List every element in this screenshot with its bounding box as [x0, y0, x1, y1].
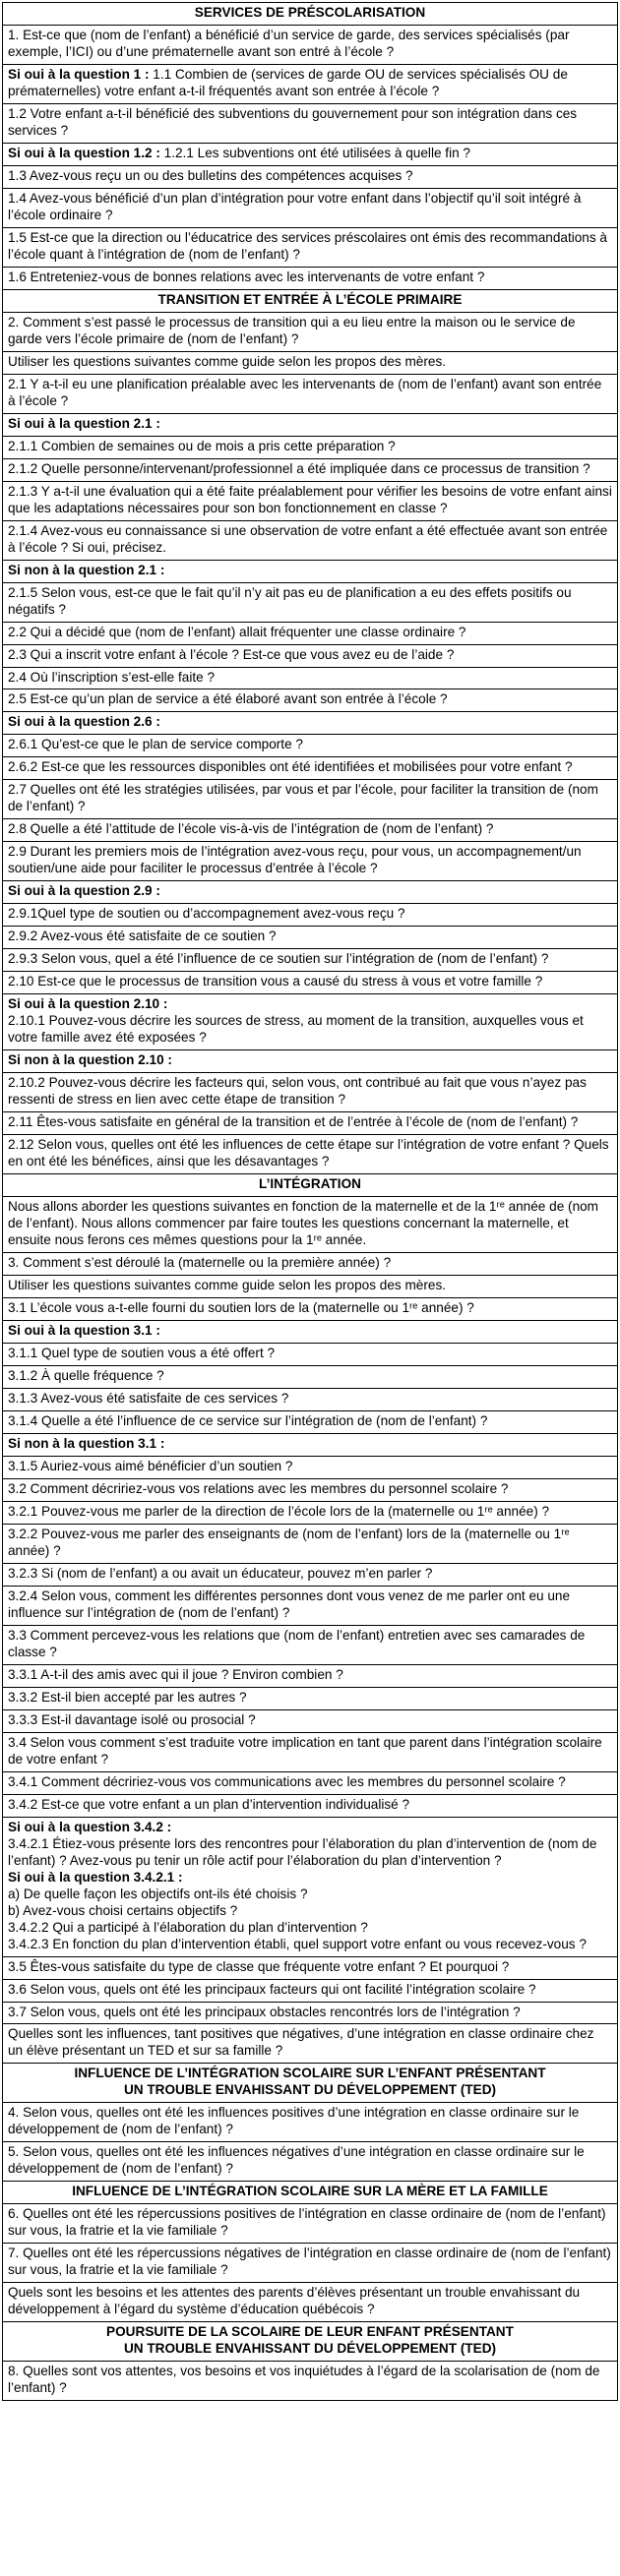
question-row: [2, 1321, 618, 1344]
question-row: [2, 757, 618, 780]
question-text: 3.4.2 Est-ce que votre enfant a un plan d’intervention individualisé ?: [8, 1796, 410, 1812]
question-text: 2.1.4 Avez-vous eu connaissance si une observation de votre enfant a été effectuée avant son entrée à l’école ? Si oui, précisez.: [8, 522, 608, 555]
question-text: 4. Selon vous, quelles ont été les influences positives d’une intégration en classe ordinaire sur le développement de (nom de l’enfant) ?: [8, 2105, 580, 2137]
question-row: [2, 780, 618, 819]
question-row: [2, 735, 618, 757]
question-row: [2, 228, 618, 268]
question-text: 1. Est-ce que (nom de l’enfant) a bénéficié d’un service de garde, des services spécialisés (par exemple, l’ICI) ou d’une prématernelle avant son entré à l’école ?: [8, 27, 570, 59]
question-text: 3.1.4 Quelle a été l’influence de ce service sur l’intégration de (nom de l’enfant) ?: [8, 1412, 488, 1428]
question-text: 3.7 Selon vous, quels ont été les principaux obstacles rencontrés lors de l’intégration ?: [8, 2004, 521, 2019]
question-row: [2, 2362, 618, 2401]
section-title: POURSUITE DE LA SCOLAIRE DE LEUR ENFANT PRÉSENTANT UN TROUBLE ENVAHISSANT DU DÉVELOPPEMENT (TED): [106, 2324, 514, 2357]
section-title: TRANSITION ET ENTRÉE À L’ÉCOLE PRIMAIRE: [157, 291, 463, 307]
section-title: L’INTÉGRATION: [259, 1176, 361, 1192]
question-row: [2, 2283, 618, 2322]
question-condition: Si oui à la question 1.2 :: [8, 145, 160, 160]
question-text: 2.9 Durant les premiers mois de l’intégration avez-vous reçu, pour vous, un accompagnement/un soutien/une aide pour faciliter le processus d’entrée à l’école ?: [8, 844, 582, 876]
question-condition: Si oui à la question 1 :: [8, 66, 150, 82]
question-condition: Si non à la question 2.1 :: [8, 562, 165, 577]
question-text: 2.8 Quelle a été l’attitude de l’école vis-à-vis de l’intégration de (nom de l’enfant) ?: [8, 821, 494, 837]
question-row: [2, 375, 618, 414]
question-row: [2, 842, 618, 881]
question-condition: Si non à la question 2.10 :: [8, 1052, 172, 1068]
question-text: 1.6 Entreteniez-vous de bonnes relations avec les intervenants de votre enfant ?: [8, 269, 485, 284]
question-row: [2, 1688, 618, 1710]
question-text: 1.2.1 Les subventions ont été utilisées à quelle fin ?: [159, 145, 470, 160]
question-text: 2.1.5 Selon vous, est-ce que le fait qu’il n’y ait pas eu de planification a eu des effets positifs ou négatifs ?: [8, 584, 572, 617]
question-condition: Si non à la question 3.1 :: [8, 1435, 165, 1451]
question-row: [2, 712, 618, 735]
question-condition: Si oui à la question 2.6 :: [8, 714, 160, 730]
question-text: 3.1.1 Quel type de soutien vous a été offert ?: [8, 1346, 276, 1360]
question-condition: Si oui à la question 2.1 :: [8, 415, 160, 431]
question-row: [2, 583, 618, 623]
question-text: a) De quelle façon les objectifs ont-ils été choisis ? b) Avez-vous choisi certains objectifs ? 3.4.2.2 Qui a participé à l’élaboration du plan d’intervention ? 3.4.2.3 En fonction du plan d’intervention établi, quel support votre enfant ou vous recevez-vous ?: [8, 1886, 587, 1951]
question-row: [2, 927, 618, 949]
question-row: [2, 1980, 618, 2003]
question-row: [2, 1710, 618, 1733]
question-text: 2.11 Êtes-vous satisfaite en général de la transition et de l’entrée à l’école de (nom de l’enfant) ?: [8, 1114, 579, 1130]
question-row: [2, 144, 618, 166]
question-row: [2, 1411, 618, 1434]
question-row: [2, 189, 618, 228]
question-text: 6. Quelles ont été les répercussions positives de l’intégration en classe ordinaire de (nom de l’enfant) sur vous, la fratrie et la vie familiale ?: [8, 2206, 606, 2239]
section-header: [2, 2182, 618, 2204]
section-title: INFLUENCE DE L’INTÉGRATION SCOLAIRE SUR L’ENFANT PRÉSENTANT UN TROUBLE ENVAHISSANT DU DÉVELOPPEMENT (TED): [74, 2066, 546, 2098]
question-row: [2, 2003, 618, 2025]
question-row: [2, 1253, 618, 1276]
question-row: [2, 459, 618, 482]
question-condition: Si oui à la question 2.9 :: [8, 883, 160, 899]
question-row: [2, 1389, 618, 1411]
section-header: [2, 3, 618, 26]
question-text: 3.3.1 A-t-il des amis avec qui il joue ? Environ combien ?: [8, 1666, 343, 1682]
question-row: [2, 1479, 618, 1502]
question-text: 3.2.4 Selon vous, comment les différentes personnes dont vous venez de me parler ont eu une influence sur l’intégration de (nom de l’enfant) ?: [8, 1588, 571, 1620]
question-text: 3.2.3 Si (nom de l’enfant) a ou avait un éducateur, pouvez m’en parler ?: [8, 1565, 433, 1581]
question-row: [2, 904, 618, 927]
question-row: [2, 1733, 618, 1772]
question-row: [2, 972, 618, 994]
question-row: [2, 313, 618, 352]
question-row: [2, 949, 618, 972]
question-row: [2, 26, 618, 65]
questionnaire-table: [2, 2, 618, 2401]
question-row: [2, 521, 618, 561]
question-row: [2, 881, 618, 904]
section-header: [2, 2064, 618, 2103]
question-text: 1.3 Avez-vous reçu un ou des bulletins des compétences acquises ?: [8, 167, 413, 183]
question-row: [2, 1818, 618, 1957]
question-row: [2, 1665, 618, 1688]
question-text: 2.1.1 Combien de semaines ou de mois a pris cette préparation ?: [8, 438, 396, 453]
question-row: [2, 65, 618, 104]
question-row: [2, 1587, 618, 1626]
question-row: [2, 104, 618, 144]
question-text: 8. Quelles sont vos attentes, vos besoins et vos inquiétudes à l’égard de la scolarisation de (nom de l’enfant) ?: [8, 2364, 600, 2396]
question-text: 3.6 Selon vous, quels ont été les principaux facteurs qui ont facilité l’intégration scolaire ?: [8, 1981, 536, 1997]
question-text: 5. Selon vous, quelles ont été les influences négatives d’une intégration en classe ordinaire sur le développement de (nom de l’enfant) ?: [8, 2144, 585, 2177]
question-text: 2.10 Est-ce que le processus de transition vous a causé du stress à vous et votre famille ?: [8, 974, 543, 989]
question-text: 2.6.1 Qu’est-ce que le plan de service comporte ?: [8, 737, 303, 752]
question-text: 2.10.1 Pouvez-vous décrire les sources de stress, au moment de la transition, auxquelles vous et votre famille avez été exposées ?: [8, 1013, 584, 1046]
question-row: [2, 2024, 618, 2064]
question-text: 3.3 Comment percevez-vous les relations que (nom de l’enfant) entretien avec ses camarades de classe ?: [8, 1627, 586, 1659]
question-text: 3.1.3 Avez-vous été satisfaite de ces services ?: [8, 1390, 289, 1406]
question-row: [2, 1626, 618, 1665]
question-text: 2.1 Y a-t-il eu une planification préalable avec les intervenants de (nom de l’enfant) avant son entrée à l’école ?: [8, 376, 602, 408]
question-text: 2.9.1Quel type de soutien ou d’accompagnement avez-vous reçu ?: [8, 906, 405, 922]
question-text: 1.2 Votre enfant a-t-il bénéficié des subventions du gouvernement pour son intégration dans ces services ?: [8, 105, 578, 138]
question-text: 3.1.2 À quelle fréquence ?: [8, 1367, 164, 1383]
question-row: [2, 1197, 618, 1253]
question-text: Quelles sont les influences, tant positives que négatives, d’une intégration en classe ordinaire chez un élève présentant un TED et sur sa famille ?: [8, 2026, 594, 2059]
question-row: [2, 645, 618, 668]
question-text: 2.6.2 Est-ce que les ressources disponibles ont été identifiées et mobilisées pour votre enfant ?: [8, 759, 573, 775]
question-condition: Si oui à la question 3.4.2 :: [8, 1819, 172, 1834]
question-row: [2, 2204, 618, 2244]
question-row: [2, 1525, 618, 1564]
question-text: 3.2.2 Pouvez-vous me parler des enseignants de (nom de l’enfant) lors de la (maternelle ou 1ʳᵉ année) ?: [8, 1526, 570, 1558]
question-text: 2.9.3 Selon vous, quel a été l’influence de ce soutien sur l’intégration de (nom de l’enfant) ?: [8, 951, 549, 967]
question-row: [2, 2142, 618, 2182]
question-row: [2, 482, 618, 521]
question-text: 1.5 Est-ce que la direction ou l’éducatrice des services préscolaires ont émis des recommandations à l’école quant à l’intégration de (nom de l’enfant) ?: [8, 229, 607, 262]
question-row: [2, 414, 618, 437]
question-row: [2, 1457, 618, 1479]
question-row: [2, 1772, 618, 1795]
question-row: [2, 994, 618, 1050]
question-text: 2.3 Qui a inscrit votre enfant à l’école ? Est-ce que vous avez eu de l’aide ?: [8, 646, 455, 662]
question-row: [2, 1434, 618, 1457]
question-row: [2, 268, 618, 290]
question-row: [2, 2244, 618, 2283]
question-text: Utiliser les questions suivantes comme guide selon les propos des mères.: [8, 1278, 447, 1293]
question-text: 3.2.1 Pouvez-vous me parler de la direction de l’école lors de la (maternelle ou 1ʳᵉ année) ?: [8, 1503, 550, 1519]
question-condition: Si oui à la question 3.1 :: [8, 1323, 160, 1339]
question-text: 3. Comment s’est déroulé la (maternelle ou la première année) ?: [8, 1255, 392, 1271]
question-text: 3.3.2 Est-il bien accepté par les autres ?: [8, 1689, 247, 1705]
question-text: 2.9.2 Avez-vous été satisfaite de ce soutien ?: [8, 929, 277, 944]
question-text: 7. Quelles ont été les répercussions négatives de l’intégration en classe ordinaire de (nom de l’enfant) sur vous, la fratrie et la vie familiale ?: [8, 2246, 611, 2278]
question-row: [2, 1276, 618, 1298]
question-row: [2, 623, 618, 645]
question-text: 2. Comment s’est passé le processus de transition qui a eu lieu entre la maison ou le service de garde vers l’école primaire de (nom de l’enfant) ?: [8, 314, 576, 346]
question-text: 1.4 Avez-vous bénéficié d’un plan d’intégration pour votre enfant dans l’objectif qu’il soit intégré à l’école ordinaire ?: [8, 190, 582, 222]
question-text: 3.5 Êtes-vous satisfaite du type de classe que fréquente votre enfant ? Et pourquoi ?: [8, 1958, 510, 1974]
question-condition: Si oui à la question 3.4.2.1 :: [8, 1869, 183, 1885]
section-header: [2, 2322, 618, 2362]
question-text: 2.10.2 Pouvez-vous décrire les facteurs qui, selon vous, ont contribué au fait que vous n’ayez pas ressenti de stress en lien avec cette étape de transition ?: [8, 1075, 587, 1108]
question-text: 3.1.5 Auriez-vous aimé bénéficier d’un soutien ?: [8, 1458, 293, 1473]
question-text: Nous allons aborder les questions suivantes en fonction de la maternelle et de la 1ʳᵉ année de (nom de l’enfant). Nous allons commencer par faire toutes les questions concernant la maternelle, et ensuite nous ferons ces mêmes questions pour la 1ʳᵉ année.: [8, 1199, 599, 1248]
question-text: 3.4 Selon vous comment s’est traduite votre implication en tant que parent dans l’intégration scolaire de votre enfant ?: [8, 1734, 602, 1767]
question-row: [2, 689, 618, 712]
question-row: [2, 166, 618, 189]
question-text: 2.1.3 Y a-t-il une évaluation qui a été faite préalablement pour vérifier les besoins de votre enfant ainsi que les adaptations nécessaires pour son bon fonctionnement en classe ?: [8, 483, 612, 515]
question-row: [2, 2103, 618, 2142]
question-text: 3.2 Comment décririez-vous vos relations avec les membres du personnel scolaire ?: [8, 1480, 509, 1496]
question-text: 3.4.2.1 Étiez-vous présente lors des rencontres pour l’élaboration du plan d’intervention de (nom de l’enfant) ? Avez-vous pu tenir un rôle actif pour l’élaboration du plan d’intervention ?: [8, 1835, 597, 1868]
question-row: [2, 1564, 618, 1587]
question-row: [2, 561, 618, 583]
question-row: [2, 1366, 618, 1389]
question-text: 2.2 Qui a décidé que (nom de l’enfant) allait fréquenter une classe ordinaire ?: [8, 624, 466, 639]
question-row: [2, 1795, 618, 1818]
question-text: 1.1 Combien de (services de garde OU de services spécialisés OU de prématernelles) votre enfant a-t-il fréquentés avant son entrée à l’école ?: [8, 66, 568, 98]
question-condition: Si oui à la question 2.10 :: [8, 996, 168, 1012]
question-row: [2, 668, 618, 690]
question-text: 2.5 Est-ce qu’un plan de service a été élaboré avant son entrée à l’école ?: [8, 691, 448, 707]
section-header: [2, 1174, 618, 1197]
question-text: 2.7 Quelles ont été les stratégies utilisées, par vous et par l’école, pour faciliter la transition de (nom de l’enfant) ?: [8, 782, 598, 814]
question-row: [2, 1135, 618, 1174]
question-text: 2.12 Selon vous, quelles ont été les influences de cette étape sur l’intégration de votre enfant ? Quels en ont été les bénéfices, ainsi que les désavantages ?: [8, 1137, 609, 1169]
question-row: [2, 1502, 618, 1525]
question-row: [2, 1344, 618, 1366]
question-row: [2, 1298, 618, 1321]
question-text: 2.1.2 Quelle personne/intervenant/professionnel a été impliquée dans ce processus de transition ?: [8, 460, 590, 476]
question-text: Quels sont les besoins et les attentes des parents d’élèves présentant un trouble envahissant du développement à l’égard du système d’éducation québécois ?: [8, 2285, 581, 2317]
question-row: [2, 1050, 618, 1073]
question-row: [2, 1073, 618, 1112]
section-title: SERVICES DE PRÉSCOLARISATION: [194, 5, 426, 20]
question-row: [2, 352, 618, 375]
question-text: 3.3.3 Est-il davantage isolé ou prosocial ?: [8, 1711, 256, 1727]
question-row: [2, 1957, 618, 1980]
section-title: INFLUENCE DE L’INTÉGRATION SCOLAIRE SUR LA MÈRE ET LA FAMILLE: [72, 2184, 548, 2199]
question-row: [2, 1112, 618, 1135]
question-text: Utiliser les questions suivantes comme guide selon les propos des mères.: [8, 353, 447, 369]
question-text: 2.4 Où l’inscription s’est-elle faite ?: [8, 669, 216, 685]
question-row: [2, 819, 618, 842]
section-header: [2, 290, 618, 313]
question-text: 3.4.1 Comment décririez-vous vos communications avec les membres du personnel scolaire ?: [8, 1773, 566, 1789]
question-text: 3.1 L’école vous a-t-elle fourni du soutien lors de la (maternelle ou 1ʳᵉ année) ?: [8, 1300, 474, 1316]
question-row: [2, 437, 618, 459]
